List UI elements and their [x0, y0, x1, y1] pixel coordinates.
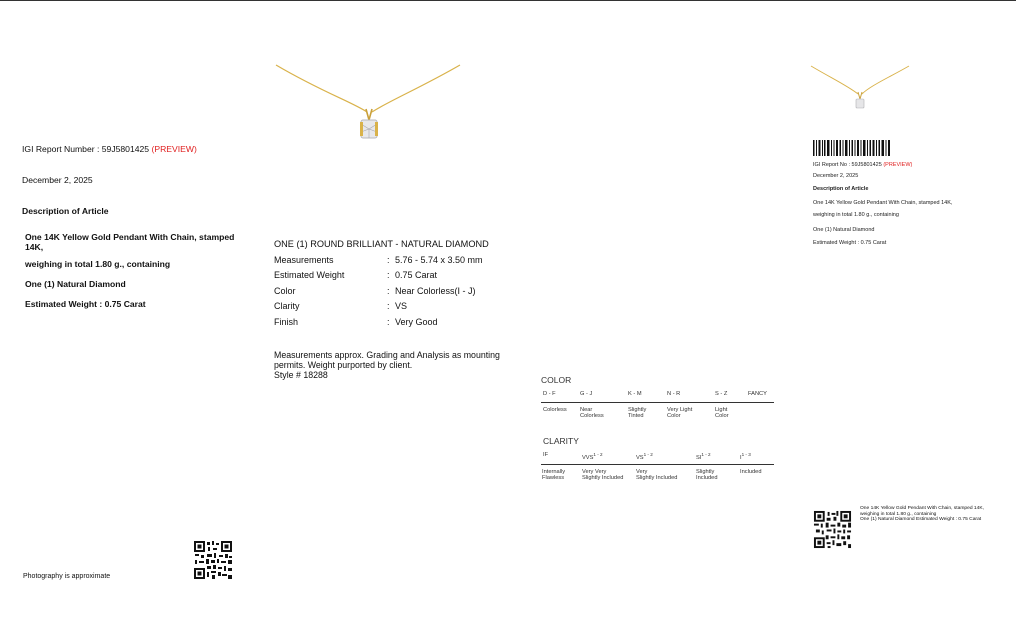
color-grade: S - Z	[715, 391, 728, 397]
spec-separator: :	[387, 301, 390, 311]
right-description-heading: Description of Article	[813, 186, 869, 192]
color-grade: G - J	[580, 391, 593, 397]
tiny-line: One 14K Yellow Gold Pendant With Chain, stamped 14K,	[860, 506, 984, 511]
spec-value: Very Good	[395, 317, 438, 327]
color-scale-title: COLOR	[541, 375, 572, 385]
right-description-line: weighing in total 1.80 g., containing	[813, 212, 899, 218]
scale-divider	[541, 464, 774, 465]
measurement-note	[274, 350, 500, 380]
spec-label: Clarity	[274, 301, 300, 311]
right-tiny-description	[860, 506, 984, 523]
color-grade: N - R	[667, 391, 681, 397]
qr-code-icon	[813, 510, 852, 549]
diamond-heading: ONE (1) ROUND BRILLIANT - NATURAL DIAMOND	[274, 239, 489, 249]
style-number: Style # 18288	[274, 370, 328, 380]
color-description: Slightly Tinted	[628, 407, 647, 420]
note-line: permits. Weight purported by client.	[274, 360, 413, 370]
description-line: One 14K Yellow Gold Pendant With Chain, stamped	[25, 232, 235, 242]
clarity-description: Very Very Slightly Included	[582, 469, 624, 482]
color-description: Light Color	[715, 407, 729, 420]
right-description-line: Estimated Weight : 0.75 Carat	[813, 240, 887, 246]
pendant-photo	[272, 62, 464, 152]
clarity-grade: $I^{1 - 3}$	[740, 452, 751, 461]
spec-value: VS	[395, 301, 408, 311]
clarity-description: Very Slightly Included	[636, 469, 678, 482]
color-grade: D - F	[543, 391, 556, 397]
report-number: IGI Report Number : 59J5801425 (PREVIEW)	[22, 144, 197, 154]
clarity-grade: VS$^{1 - 2}$	[636, 452, 653, 461]
spec-value: 0.75 Carat	[395, 270, 438, 280]
spec-label: Finish	[274, 317, 299, 327]
description-heading: Description of Article	[22, 206, 109, 216]
clarity-description: Slightly Included	[696, 469, 718, 482]
spec-separator: :	[387, 317, 390, 327]
clarity-grade: SI$^{1 - 2}$	[696, 452, 711, 461]
spec-separator: :	[387, 270, 390, 280]
description-line: Estimated Weight : 0.75 Carat	[25, 299, 146, 309]
tiny-line: weighing in total 1.80 g., containing	[860, 511, 937, 517]
pendant-thumbnail	[808, 64, 912, 112]
color-description: Near Colorless	[580, 407, 604, 420]
top-border	[0, 0, 1016, 1]
tiny-line: One (1) Natural Diamond Estimated Weight : 0.75 Carat	[860, 517, 982, 523]
right-report-date: December 2, 2025	[813, 173, 859, 179]
clarity-grade: IF	[543, 452, 549, 458]
spec-label: Measurements	[274, 255, 334, 265]
description-line: weighing in total 1.80 g., containing	[25, 259, 171, 269]
report-date: December 2, 2025	[22, 175, 93, 185]
clarity-scale-title: CLARITY	[543, 436, 579, 446]
spec-value: Near Colorless(I - J)	[395, 286, 476, 296]
spec-separator: :	[387, 286, 390, 296]
photography-note: Photography is approximate	[23, 573, 111, 580]
description-line: One (1) Natural Diamond	[25, 279, 126, 289]
right-description-line: One 14K Yellow Gold Pendant With Chain, stamped 14K,	[813, 200, 953, 206]
right-description-line: One (1) Natural Diamond	[813, 227, 875, 233]
note-line: Measurements approx. Grading and Analysis as mounting	[274, 350, 500, 360]
right-report-number: IGI Report No : 59J5801425 (PREVIEW)	[813, 162, 913, 168]
color-grade: K - M	[628, 391, 642, 397]
clarity-grade: VVS$^{1 - 2}$	[582, 452, 603, 461]
color-grade: FANCY	[748, 391, 767, 397]
clarity-description: Internally Flawless	[542, 469, 566, 482]
spec-value: 5.76 - 5.74 x 3.50 mm	[395, 255, 483, 265]
qr-code-icon	[193, 540, 233, 580]
spec-separator: :	[387, 255, 390, 265]
spec-label: Estimated Weight	[274, 270, 345, 280]
barcode-icon	[813, 140, 891, 156]
color-description: Very Light Color	[667, 407, 693, 420]
description-line: 14K,	[25, 242, 44, 252]
scale-divider	[541, 402, 774, 403]
clarity-description: Included	[740, 469, 762, 475]
color-description: Colorless	[543, 407, 567, 413]
spec-label: Color	[274, 286, 296, 296]
